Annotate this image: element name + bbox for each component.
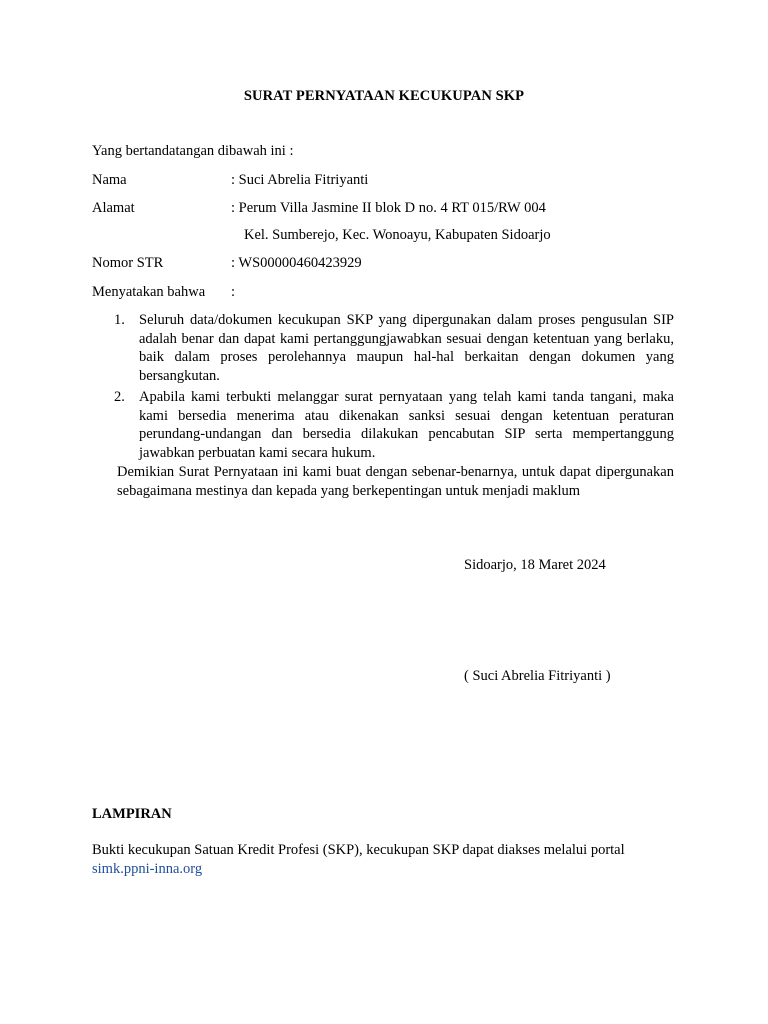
- document-title: SURAT PERNYATAAN KECUKUPAN SKP: [243, 88, 525, 104]
- list-item-text: Seluruh data/dokumen kecukupan SKP yang dipergunakan dalam proses pengusulan SIP adalah benar dan dapat kami pertanggungjawabkan sesuai dengan ketentuan yang berlaku, baik dalam proses perolehannya maupun hal-hal berkaitan dengan dokumen yang bersangkutan.: [139, 312, 674, 384]
- lampiran-heading: LAMPIRAN: [92, 806, 172, 822]
- str-value: : WS00000460423929: [231, 255, 362, 271]
- lampiran-paragraph: [92, 841, 682, 879]
- list-item-number: 1.: [114, 312, 125, 328]
- place-date: Sidoarjo, 18 Maret 2024: [464, 557, 606, 573]
- signer-name: ( Suci Abrelia Fitriyanti ): [464, 668, 611, 684]
- menyatakan-label: Menyatakan bahwa: [92, 284, 206, 300]
- alamat-value-line2: Kel. Sumberejo, Kec. Wonoayu, Kabupaten Sidoarjo: [244, 227, 551, 243]
- alamat-value-line1: : Perum Villa Jasmine II blok D no. 4 RT 015/RW 004: [231, 200, 546, 216]
- nama-label: Nama: [92, 172, 127, 188]
- list-item: [92, 311, 674, 385]
- nama-value: : Suci Abrelia Fitriyanti: [231, 172, 369, 188]
- portal-link[interactable]: simk.ppni-inna.org: [92, 861, 203, 877]
- alamat-label: Alamat: [92, 200, 135, 216]
- statement-list: [92, 311, 674, 465]
- str-label: Nomor STR: [92, 255, 164, 271]
- lampiran-text: Bukti kecukupan Satuan Kredit Profesi (SKP), kecukupan SKP dapat diakses melalui portal: [92, 842, 625, 858]
- list-item: [92, 388, 674, 462]
- list-item-text: Apabila kami terbukti melanggar surat pernyataan yang telah kami tanda tangani, maka kami bersedia menerima atau dikenakan sanksi sesuai dengan ketentuan peraturan perundang-undangan dan bersedia dilakukan pencabutan SIP serta mempertanggung jawabkan perbuatan kami secara hukum.: [139, 389, 674, 461]
- closing-paragraph: Demikian Surat Pernyataan ini kami buat dengan sebenar-benarnya, untuk dapat dipergunakan sebagaimana mestinya dan kepada yang berkepentingan untuk menjadi maklum: [117, 464, 674, 499]
- intro-text: Yang bertandatangan dibawah ini :: [92, 143, 294, 159]
- list-item-number: 2.: [114, 389, 125, 405]
- menyatakan-colon: :: [231, 284, 236, 300]
